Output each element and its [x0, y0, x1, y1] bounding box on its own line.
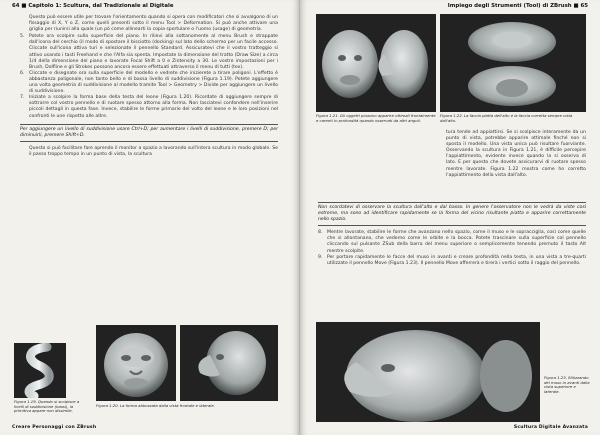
figure-1-20-caption: Figura 1.20. La forma abbozzata dalla vista frontale e laterale. — [96, 403, 215, 408]
figure-1-23-caption: Figura 1.23. Stilizzando del muso in avanti dalla vista superiore e laterale. — [544, 375, 590, 394]
figure-1-20-side-image — [180, 325, 278, 401]
list-item — [20, 71, 278, 95]
item-number: 6. — [20, 70, 25, 76]
list-item — [318, 230, 586, 254]
item-number: 5. — [20, 34, 25, 40]
right-running-head: Impiego degli Strumenti (Tool) di ZBrush ■ 65 — [447, 3, 588, 9]
item-number: 9. — [318, 254, 323, 260]
item-text: Mentre lavorate, stabilire le forme che avanzano nello spazio, come il muso e le sopracciglia, così come quelle che si allontanano, che vederno come le orbite e la bocca. Potete trascinare sulla superficie col pennello cliccando sul pulsante ZSub della barra del menu superiore o semplicemente tenendo premuto il tasto Alt mentre scolpite. — [327, 230, 586, 254]
item-number: 7. — [20, 95, 25, 101]
right-page — [300, 0, 600, 435]
right-top-paragraph: tura tende ad appiattirsi. Se si scolpisce interamente da un punto di vista, potrebbe apparire ottimale finché non si sposta il modello. Una vista unica può risultare fuorviante. Osservando la scultura in Figura 1.21, è difficile percepire l'appiattimento, evidente invece quando la si osserva di lato. E per questo che dovete assicurarvi di ruotare spesso mentre lavorate. Figura 1.22 mostra come ho corretto l'appiattimento della vista dall'alto. — [446, 130, 586, 178]
figure-1-23-image — [316, 322, 540, 422]
item-text: Cliccate e disegnate ora sulla superficie del modello e vedrete che inizierete a tirare poligoni. L'effetto è abbastanza poligonale, non tanto bello e di bassa livello di suddivisione (Figura 1.19). Potete aggiungere una volta geometria di suddivisione al modello tramite Tool > Geometry > Divide per aggiungere un livello di suddivisione. — [29, 70, 278, 95]
closing-paragraph: Questo si può facilitare fare aprendo il monitor a spazio a lavorando sull'intera scultura in modo globale. Se il passo troppo tempo in un punto di vista, la scultura — [29, 145, 278, 157]
figure-1-19-caption: Figura 1.19. Quando si scolpisce a livelli di suddivisione (bassi), la primitiva appare non dissimile. — [14, 399, 80, 414]
right-footer: Scultura Digitale Avanzata — [513, 425, 588, 430]
figure-1-20-front-image — [96, 325, 176, 401]
item-text: Iniziate a scolpire la forma base della testa del leone (Figura 1.20). Ricordate di aggiungere sempre di sottrarre col vostro pennello e di ruotare spesso attorno alla forma. Non lasciatevi confondere nell'inserire piccoli dettagli in questa fase. Invece, stabilire le forme primarie del volto del leone e le loro posizioni nel confronti le une rispetto alle altre. — [29, 95, 278, 119]
right-body — [318, 198, 586, 267]
left-footer: Creare Personaggi con ZBrush — [12, 425, 97, 430]
list-item — [20, 34, 278, 71]
item-text: Potete ora scolpire sulla superficie del piano. In rilievi alla sottanomente al menu Brush e strappate dall'icona del cerchio (il modo di spostare il bisciotto (docking) sul lato dello schermo per un facile accesso. Cliccate sull'icona attiva turi e selezionate il pennello Standard. Assicuratevi che il vostro tratteggio si attivo usando i tasti Freehand e che l'Alfa sia spenta. Impostate la dimensione del tratto (Draw Size) a circa 1/4 della dimensione del piano e lavorate Focal Shift a 0 e Zintensity a 30. Le vostre impostazioni per i Brush, Dolfline e gli Strokes possono ancora essere effettuati attraverso il menu di tutti (tex). — [29, 34, 278, 70]
figure-1-22-image — [440, 14, 586, 112]
tip-note: Per aggiungere un livello di suddivisione usare Ctrl+D; per aumentare i livelli di suddivisione, premere D; per diminuirli, premere Shift+D. — [20, 124, 278, 142]
item-number: 8. — [318, 230, 323, 236]
figure-1-21-caption: Figura 1.21. Gli oggetti possono apparire ottimali frontalmente e carenti in profondità quando osservati da altri angoli. — [316, 113, 436, 123]
figure-1-21-image — [316, 14, 436, 112]
left-body — [20, 15, 278, 159]
lion-head-front-render — [96, 325, 176, 401]
lion-head-side-render — [180, 325, 278, 401]
primitive-render — [14, 343, 66, 398]
list-item — [20, 95, 278, 119]
figure-1-22-caption: Figura 1.22. La faccia piatta dell'alto e la faccia corretta sempre vista dall'alto. — [440, 113, 573, 123]
figure-1-19-image — [14, 343, 66, 398]
intro-paragraph: Questo può essere utile per trovare l'orientamento quando si opera con modificatori che si avvalgono di un fissaggio di X, Y o Z, come quelli presenti sotto il menu Tool > Deformation. Si può anche attivare una griglia per riunirsi alla quale (un pò come allinearti la copia sportulare o l'uomo (usage) di geometria. — [29, 15, 278, 33]
lion-heads-flat-render — [316, 14, 436, 112]
left-running-head: 64 ■ Capitolo 1: Scultura, dal Tradizionale al Digitale — [12, 3, 174, 9]
lion-heads-top-view-render — [440, 14, 586, 112]
list-item — [318, 255, 586, 267]
tip-note: Non scordatevi di osservare la scultura dall'alto e dal basso. In genere l'osservatore non le vedrà da viste così estreme, ma sono ad identificare rapidamente se la forma del vicino risultante piatta e apparire correttamente nello spazio. — [318, 202, 586, 226]
item-text: Per portare rapidamente le facce del muso in avanti e creare profondità nella testa, in una vista a tre-quarti utilizzate il pennello Move (Figura 1.23). Il pennello Move afferrerà e tirerà i vertici sotto il raggio del pennello. — [327, 254, 586, 266]
lion-head-move-brush-render — [316, 322, 540, 422]
